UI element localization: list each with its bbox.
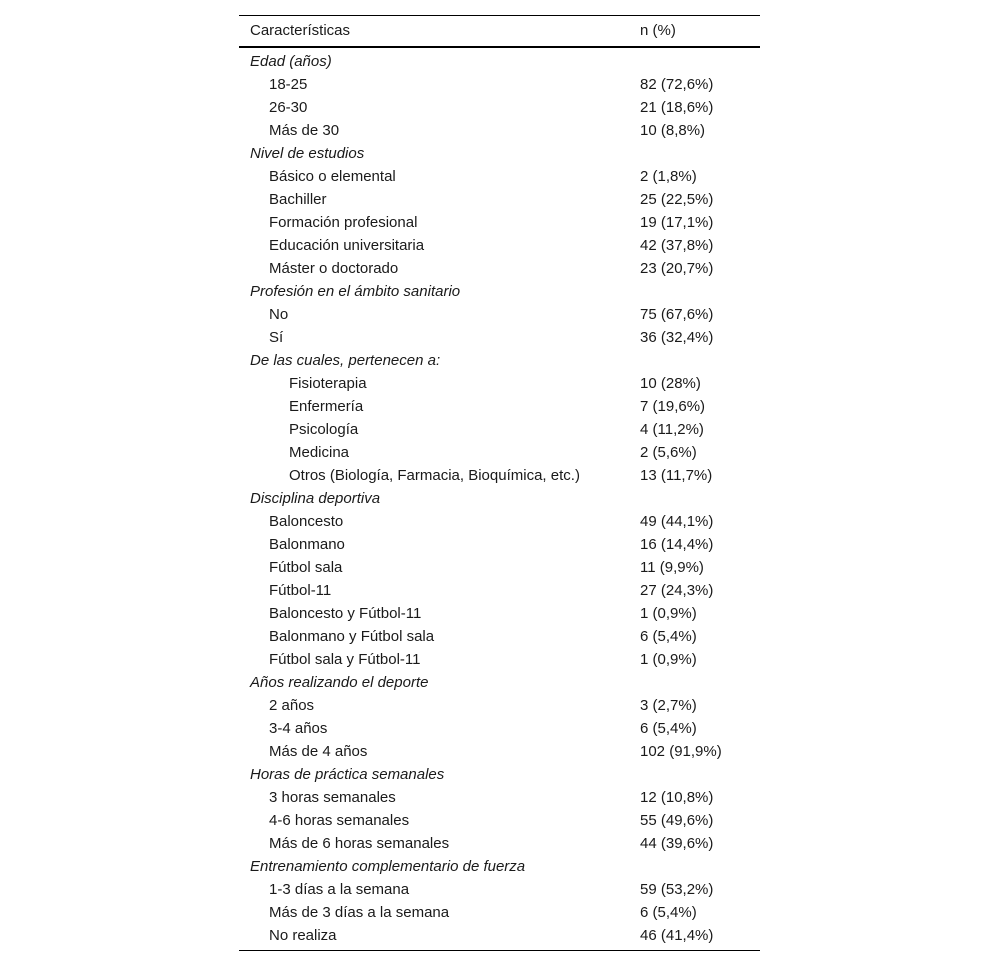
row-value: 19 (17,1%): [640, 214, 714, 231]
row-value: 46 (41,4%): [640, 927, 714, 944]
row-label: No: [269, 306, 289, 323]
table-row: [239, 740, 760, 763]
table-row: [239, 441, 760, 464]
table-row: [239, 924, 760, 947]
row-value: 12 (10,8%): [640, 789, 714, 806]
row-value: 25 (22,5%): [640, 191, 714, 208]
row-label: Básico o elemental: [269, 168, 396, 185]
row-value: 10 (8,8%): [640, 122, 706, 139]
row-value: 2 (1,8%): [640, 168, 697, 185]
row-label: Más de 4 años: [269, 743, 368, 760]
row-label: 18-25: [269, 76, 308, 93]
table-row: [239, 326, 760, 349]
table-row: [239, 234, 760, 257]
table-row: [239, 188, 760, 211]
table-row: [239, 510, 760, 533]
table-row: [239, 579, 760, 602]
row-label: No realiza: [269, 927, 337, 944]
row-value: 59 (53,2%): [640, 881, 714, 898]
table-row: [239, 809, 760, 832]
table-row: [239, 418, 760, 441]
table-group-row: [239, 349, 760, 372]
row-value: 6 (5,4%): [640, 720, 697, 737]
table-row: [239, 625, 760, 648]
row-value: 1 (0,9%): [640, 651, 697, 668]
table-row: [239, 533, 760, 556]
table-group-row: [239, 855, 760, 878]
table-row: [239, 73, 760, 96]
row-label: Balonmano y Fútbol sala: [269, 628, 435, 645]
table-group-row: [239, 763, 760, 786]
table-bottom-rule: [239, 950, 760, 951]
row-value: 42 (37,8%): [640, 237, 714, 254]
table-group-row: [239, 142, 760, 165]
row-label: Baloncesto y Fútbol-11: [269, 605, 422, 622]
table-group-row: [239, 671, 760, 694]
row-value: 6 (5,4%): [640, 904, 697, 921]
group-label: Nivel de estudios: [250, 145, 365, 162]
row-label: Baloncesto: [269, 513, 344, 530]
table-header-row: [239, 16, 760, 46]
table-row: [239, 717, 760, 740]
table-row: [239, 372, 760, 395]
row-label: 3-4 años: [269, 720, 328, 737]
table-row: [239, 303, 760, 326]
table-row: [239, 901, 760, 924]
table-row: [239, 832, 760, 855]
row-value: 1 (0,9%): [640, 605, 697, 622]
row-value: 49 (44,1%): [640, 513, 714, 530]
table-row: [239, 556, 760, 579]
row-label: Fútbol sala: [269, 559, 343, 576]
row-label: Psicología: [289, 421, 359, 438]
row-value: 27 (24,3%): [640, 582, 714, 599]
row-label: Más de 30: [269, 122, 340, 139]
row-value: 23 (20,7%): [640, 260, 714, 277]
row-label: Bachiller: [269, 191, 327, 208]
row-label: 2 años: [269, 697, 315, 714]
table-row: [239, 395, 760, 418]
group-label: Años realizando el deporte: [250, 674, 429, 691]
table-row: [239, 119, 760, 142]
row-label: Balonmano: [269, 536, 345, 553]
row-label: 1-3 días a la semana: [269, 881, 410, 898]
characteristics-table: [239, 15, 760, 951]
table-group-row: [239, 487, 760, 510]
table-row: [239, 602, 760, 625]
row-label: Más de 3 días a la semana: [269, 904, 450, 921]
table-group-row: [239, 280, 760, 303]
row-value: 36 (32,4%): [640, 329, 714, 346]
header-characteristics: Características: [250, 22, 351, 39]
table-row: [239, 211, 760, 234]
row-label: 26-30: [269, 99, 308, 116]
table-group-row: [239, 50, 760, 73]
row-label: Educación universitaria: [269, 237, 425, 254]
row-value: 11 (9,9%): [640, 559, 704, 576]
row-label: Formación profesional: [269, 214, 418, 231]
table-row: [239, 165, 760, 188]
row-label: Sí: [269, 329, 284, 346]
row-value: 55 (49,6%): [640, 812, 714, 829]
group-label: Entrenamiento complementario de fuerza: [250, 858, 526, 875]
row-value: 102 (91,9%): [640, 743, 722, 760]
row-value: 3 (2,7%): [640, 697, 697, 714]
row-label: Fisioterapia: [289, 375, 367, 392]
table-row: [239, 96, 760, 119]
table-row: [239, 694, 760, 717]
table-row: [239, 786, 760, 809]
row-value: 7 (19,6%): [640, 398, 706, 415]
table-row: [239, 878, 760, 901]
table-row: [239, 257, 760, 280]
row-value: 2 (5,6%): [640, 444, 697, 461]
row-value: 6 (5,4%): [640, 628, 697, 645]
row-label: Otros (Biología, Farmacia, Bioquímica, etc.): [289, 467, 580, 484]
row-value: 4 (11,2%): [640, 421, 704, 438]
row-value: 13 (11,7%): [640, 467, 713, 484]
group-label: Edad (años): [250, 53, 332, 70]
header-n-percent: n (%): [640, 22, 676, 39]
group-label: Profesión en el ámbito sanitario: [250, 283, 461, 300]
row-value: 82 (72,6%): [640, 76, 714, 93]
row-label: Medicina: [289, 444, 350, 461]
row-label: 4-6 horas semanales: [269, 812, 410, 829]
table-body: [239, 48, 760, 950]
row-label: Fútbol sala y Fútbol-11: [269, 651, 421, 668]
row-label: 3 horas semanales: [269, 789, 396, 806]
table-row: [239, 464, 760, 487]
group-label: Disciplina deportiva: [250, 490, 381, 507]
group-label: De las cuales, pertenecen a:: [250, 352, 441, 369]
row-value: 44 (39,6%): [640, 835, 714, 852]
row-label: Más de 6 horas semanales: [269, 835, 450, 852]
group-label: Horas de práctica semanales: [250, 766, 445, 783]
row-value: 10 (28%): [640, 375, 701, 392]
row-label: Fútbol-11: [269, 582, 332, 599]
row-value: 75 (67,6%): [640, 306, 714, 323]
row-value: 21 (18,6%): [640, 99, 714, 116]
row-label: Máster o doctorado: [269, 260, 399, 277]
row-value: 16 (14,4%): [640, 536, 714, 553]
row-label: Enfermería: [289, 398, 364, 415]
table-row: [239, 648, 760, 671]
